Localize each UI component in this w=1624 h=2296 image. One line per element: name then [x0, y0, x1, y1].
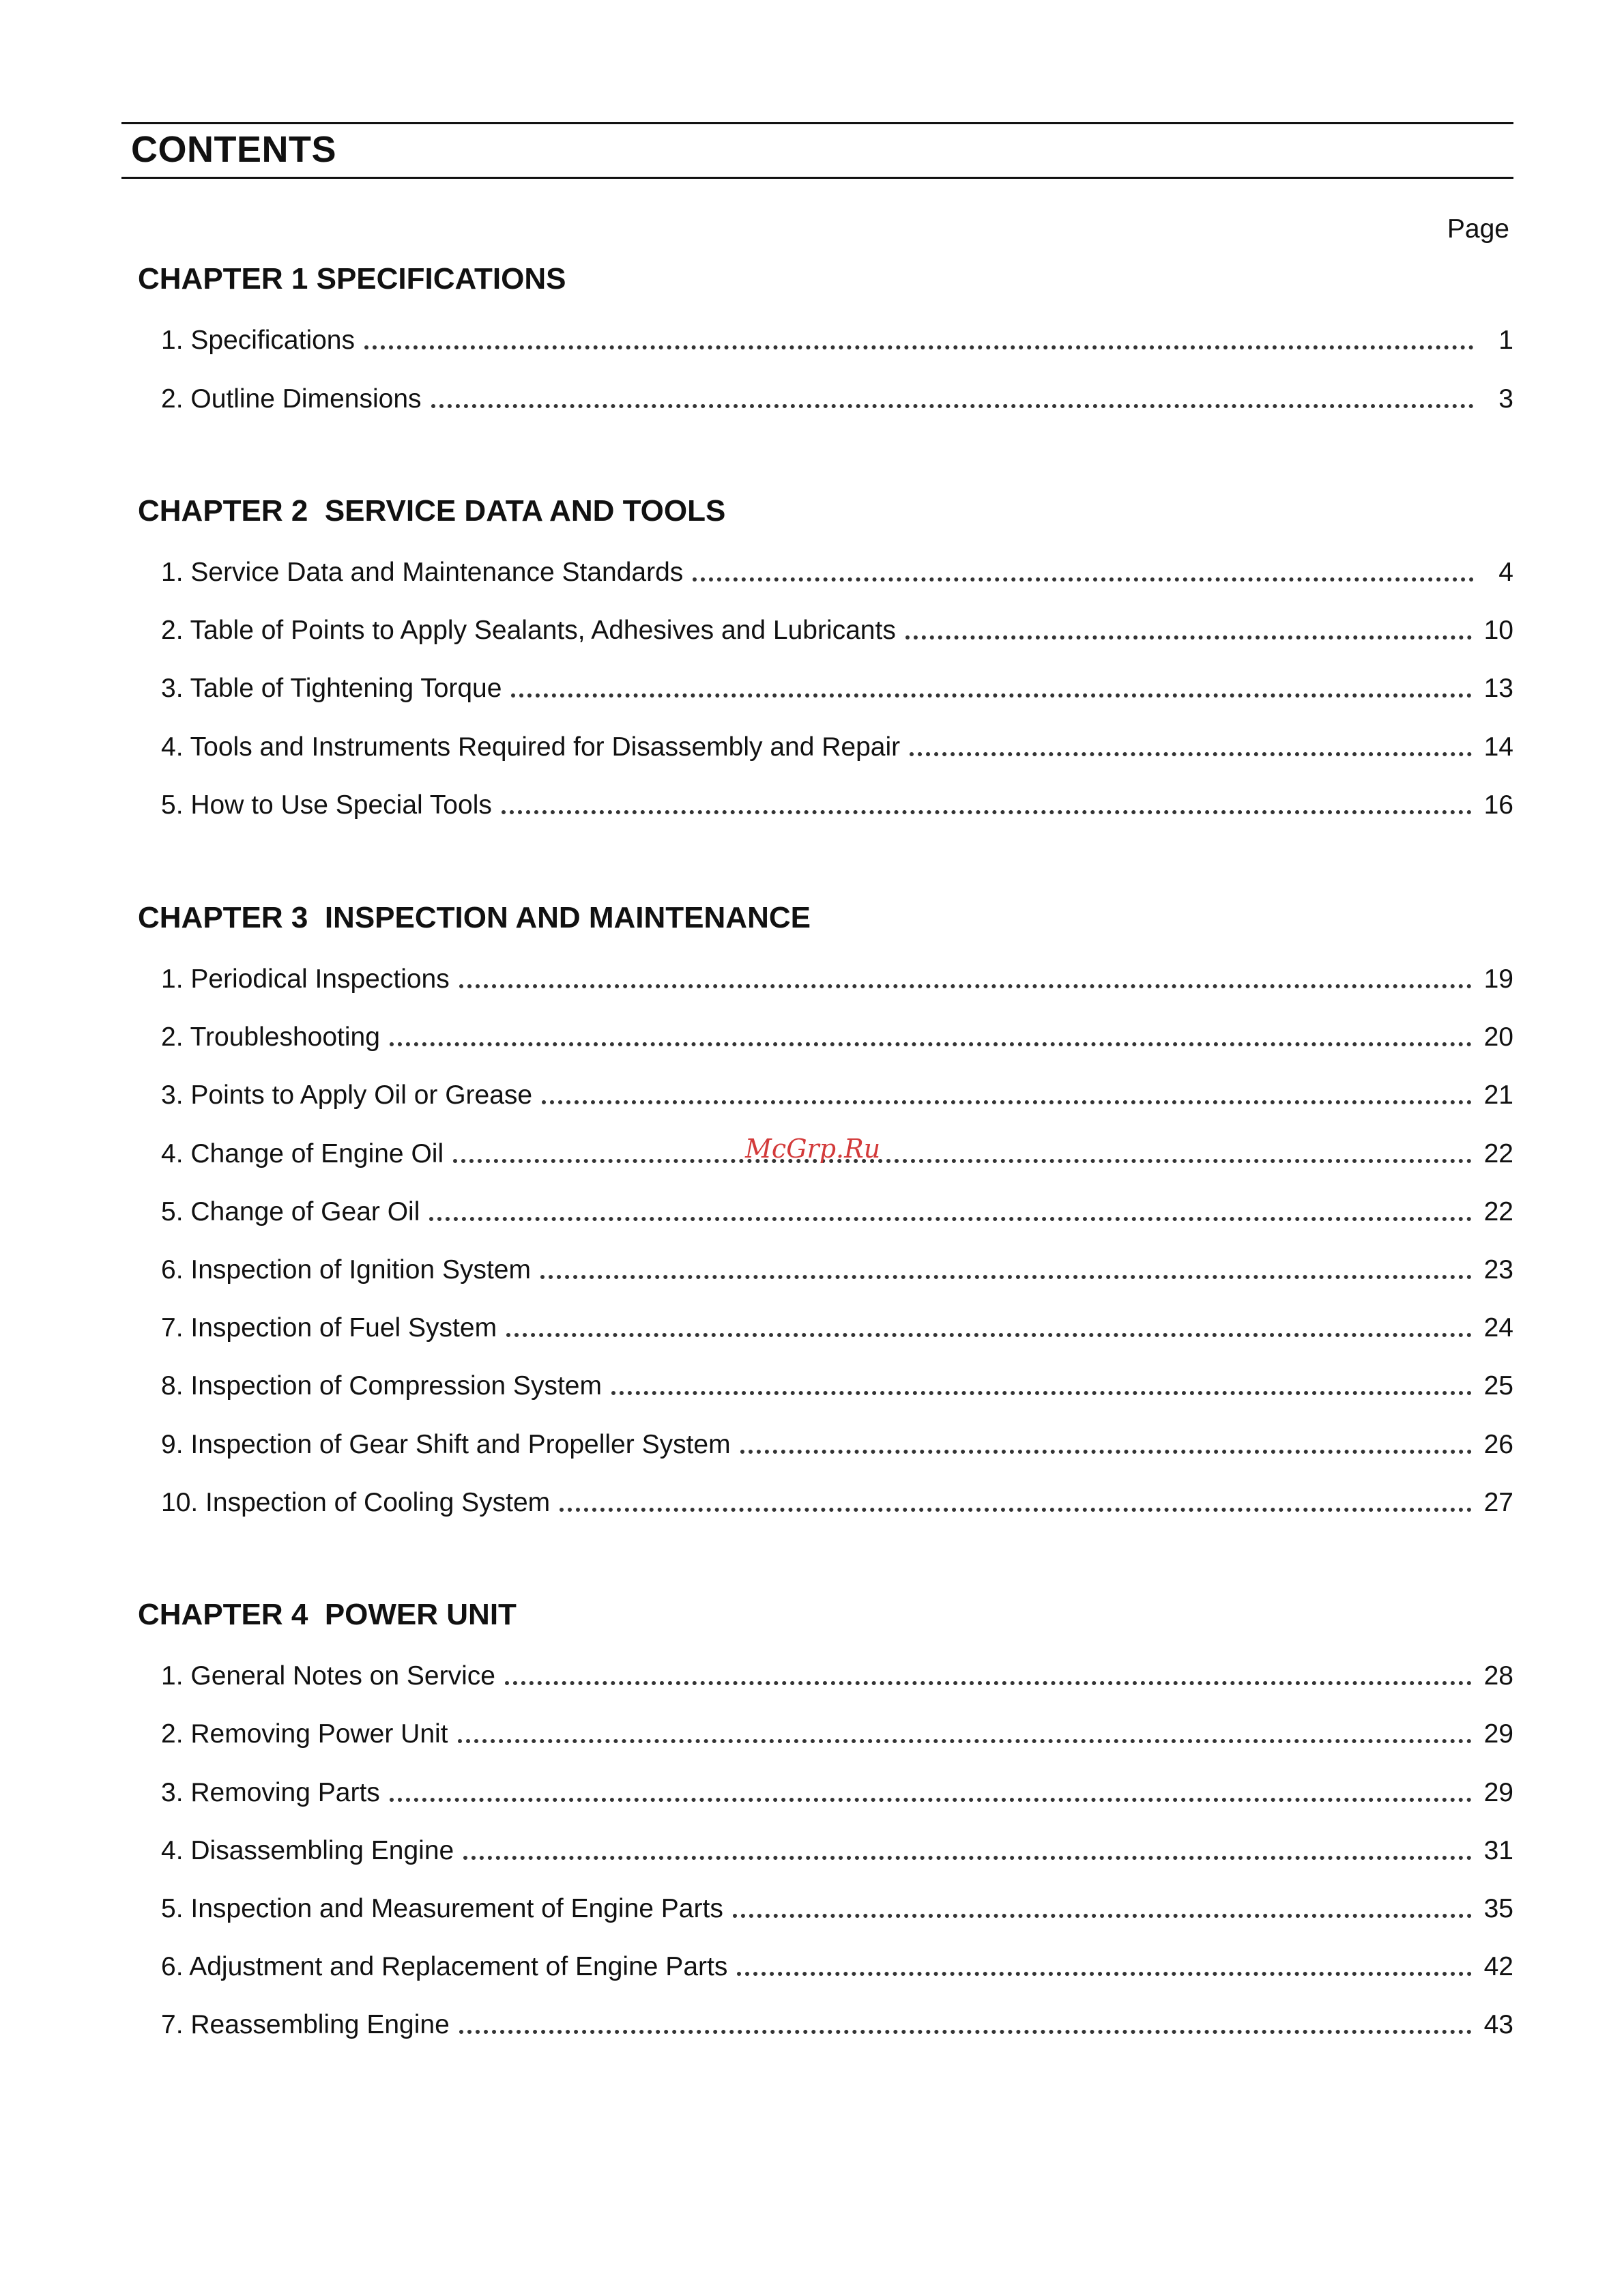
entry-label: 8. Inspection of Compression System: [161, 1371, 602, 1401]
chapter-4-title: CHAPTER 4 POWER UNIT: [138, 1598, 517, 1631]
toc-entry[interactable]: [161, 1190, 1513, 1225]
entry-label: 6. Adjustment and Replacement of Engine Parts: [161, 1952, 728, 1981]
entry-page: 29: [1483, 1778, 1513, 1807]
dot-leader: [502, 792, 1472, 814]
entry-page: 3: [1498, 384, 1513, 414]
chapter-1-title: CHAPTER 1 SPECIFICATIONS: [138, 262, 566, 296]
entry-page: 19: [1483, 964, 1513, 994]
entry-page: 14: [1483, 732, 1513, 762]
entry-label: 9. Inspection of Gear Shift and Propeller System: [161, 1430, 731, 1459]
watermark: McGrp.Ru: [745, 1134, 881, 1164]
entry-label: 1. General Notes on Service: [161, 1661, 495, 1691]
toc-entry[interactable]: [161, 1828, 1513, 1864]
toc-entry[interactable]: [161, 1073, 1513, 1108]
entry-page: 1: [1498, 326, 1513, 355]
entry-page: 28: [1483, 1661, 1513, 1691]
entry-page: 20: [1483, 1022, 1513, 1052]
toc-entry[interactable]: [161, 1886, 1513, 1922]
entry-page: 35: [1483, 1894, 1513, 1923]
entry-page: 25: [1483, 1371, 1513, 1401]
dot-leader: [737, 1954, 1471, 1976]
entry-page: 31: [1483, 1836, 1513, 1865]
chapter-2-title: CHAPTER 2 SERVICE DATA AND TOOLS: [138, 494, 726, 528]
entry-page: 22: [1483, 1139, 1513, 1168]
dot-leader: [542, 1082, 1472, 1104]
dot-leader: [463, 1838, 1471, 1860]
toc-entry[interactable]: [161, 1015, 1513, 1050]
toc-entry[interactable]: [161, 1712, 1513, 1747]
entry-label: 2. Outline Dimensions: [161, 384, 422, 414]
entry-page: 16: [1483, 790, 1513, 820]
entry-label: 5. How to Use Special Tools: [161, 790, 492, 820]
dot-leader: [511, 676, 1471, 698]
dot-leader: [540, 1257, 1472, 1279]
dot-leader: [390, 1024, 1472, 1046]
dot-leader: [458, 1721, 1472, 1743]
dot-leader: [505, 1663, 1472, 1685]
dot-leader: [429, 1199, 1471, 1221]
dot-leader: [459, 966, 1472, 988]
entry-page: 27: [1483, 1488, 1513, 1517]
dot-leader: [740, 1432, 1472, 1454]
entry-label: 3. Points to Apply Oil or Grease: [161, 1080, 533, 1110]
page-column-label: Page: [1447, 214, 1509, 244]
toc-entry[interactable]: [161, 1306, 1513, 1341]
entry-label: 2. Table of Points to Apply Sealants, Adhesives and Lubricants: [161, 616, 896, 645]
chapter-3-title: CHAPTER 3 INSPECTION AND MAINTENANCE: [138, 901, 811, 934]
entry-page: 42: [1483, 1952, 1513, 1981]
entry-page: 26: [1483, 1430, 1513, 1459]
dot-leader: [905, 618, 1472, 640]
toc-entry[interactable]: [161, 1770, 1513, 1806]
dot-leader: [910, 734, 1471, 756]
entry-page: 22: [1483, 1197, 1513, 1226]
dot-leader: [459, 2012, 1472, 2034]
dot-leader: [560, 1490, 1471, 1512]
toc-entry[interactable]: [161, 377, 1513, 412]
toc-entry[interactable]: [161, 1945, 1513, 1980]
entry-label: 4. Tools and Instruments Required for Disassembly and Repair: [161, 732, 901, 762]
toc-entry[interactable]: [161, 1422, 1513, 1458]
dot-leader: [693, 560, 1474, 582]
toc-entry[interactable]: [161, 783, 1513, 818]
dot-leader: [611, 1373, 1472, 1395]
toc-entry[interactable]: [161, 957, 1513, 992]
toc-entry[interactable]: [161, 1480, 1513, 1516]
toc-entry[interactable]: [161, 2003, 1513, 2038]
entry-page: 24: [1483, 1313, 1513, 1343]
entry-label: 4. Disassembling Engine: [161, 1836, 454, 1865]
toc-entry[interactable]: [161, 550, 1513, 586]
dot-leader: [506, 1315, 1472, 1337]
toc-entry[interactable]: [161, 1364, 1513, 1399]
entry-label: 1. Periodical Inspections: [161, 964, 450, 994]
entry-label: 4. Change of Engine Oil: [161, 1139, 444, 1168]
toc-entry[interactable]: [161, 608, 1513, 644]
entry-page: 10: [1483, 616, 1513, 645]
dot-leader: [733, 1896, 1472, 1918]
toc-entry[interactable]: [161, 666, 1513, 702]
entry-page: 43: [1483, 2010, 1513, 2039]
entry-label: 1. Specifications: [161, 326, 355, 355]
toc-entry[interactable]: [161, 1654, 1513, 1689]
dot-leader: [453, 1141, 1472, 1163]
toc-entry[interactable]: [161, 725, 1513, 760]
entry-label: 7. Reassembling Engine: [161, 2010, 450, 2039]
entry-label: 6. Inspection of Ignition System: [161, 1255, 531, 1285]
entry-page: 29: [1483, 1719, 1513, 1749]
entry-label: 7. Inspection of Fuel System: [161, 1313, 497, 1343]
entry-label: 10. Inspection of Cooling System: [161, 1488, 551, 1517]
dot-leader: [364, 328, 1474, 349]
toc-entry[interactable]: [161, 318, 1513, 354]
entry-page: 4: [1498, 558, 1513, 587]
dot-leader: [390, 1780, 1472, 1802]
entry-label: 5. Change of Gear Oil: [161, 1197, 420, 1226]
entry-page: 21: [1483, 1080, 1513, 1110]
entry-label: 3. Removing Parts: [161, 1778, 380, 1807]
dot-leader: [431, 386, 1474, 408]
entry-page: 23: [1483, 1255, 1513, 1285]
entry-page: 13: [1483, 674, 1513, 703]
entry-label: 3. Table of Tightening Torque: [161, 674, 502, 703]
top-rule: [121, 122, 1513, 124]
entry-label: 2. Troubleshooting: [161, 1022, 380, 1052]
entry-label: 2. Removing Power Unit: [161, 1719, 448, 1749]
entry-label: 1. Service Data and Maintenance Standards: [161, 558, 684, 587]
page-title: CONTENTS: [131, 129, 336, 170]
entry-label: 5. Inspection and Measurement of Engine Parts: [161, 1894, 723, 1923]
toc-entry[interactable]: [161, 1248, 1513, 1283]
title-underline: [121, 177, 1513, 179]
